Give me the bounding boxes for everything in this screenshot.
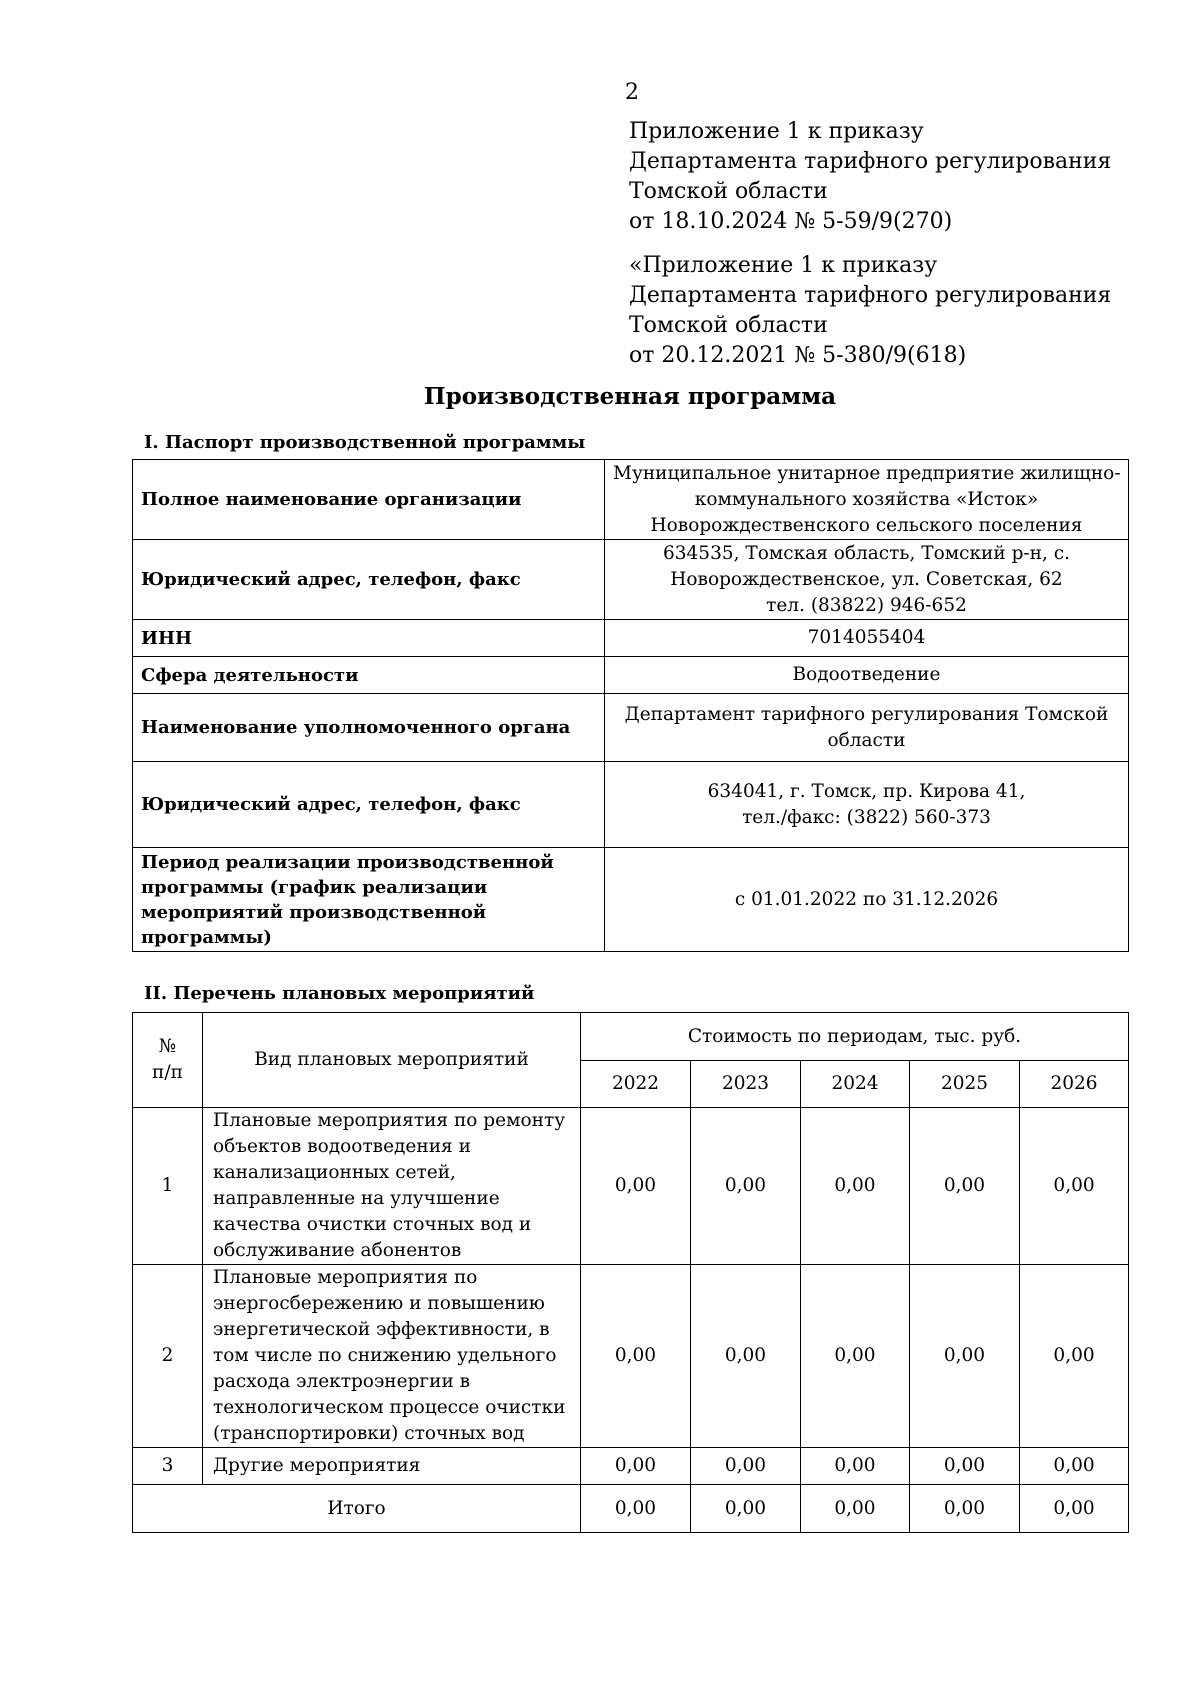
total-value: 0,00 [910, 1485, 1020, 1533]
year-header: 2026 [1020, 1061, 1129, 1108]
row-value: 0,00 [691, 1448, 801, 1485]
year-header: 2025 [910, 1061, 1020, 1108]
total-value: 0,00 [691, 1485, 801, 1533]
passport-label: Полное наименование организации [133, 460, 605, 540]
row-name: Другие мероприятия [203, 1448, 581, 1485]
passport-label: Сфера деятельности [133, 657, 605, 694]
row-value: 0,00 [581, 1265, 691, 1448]
year-header: 2023 [691, 1061, 801, 1108]
document-title: Производственная программа [423, 383, 837, 410]
passport-label: Юридический адрес, телефон, факс [133, 762, 605, 848]
row-value: 0,00 [801, 1265, 910, 1448]
total-value: 0,00 [581, 1485, 691, 1533]
section1-heading: I. Паспорт производственной программы [144, 432, 586, 453]
total-value: 0,00 [801, 1485, 910, 1533]
passport-value: Департамент тарифного регулирования Томской области [605, 694, 1129, 762]
row-value: 0,00 [1020, 1448, 1129, 1485]
passport-row [133, 540, 1129, 620]
appendix-line: от 20.12.2021 № 5-380/9(618) [629, 343, 967, 368]
plan-table [132, 1012, 1129, 1533]
plan-header-row [133, 1013, 1129, 1061]
row-value: 0,00 [910, 1265, 1020, 1448]
row-value: 0,00 [691, 1265, 801, 1448]
passport-value: 634041, г. Томск, пр. Кирова 41, тел./факс: (3822) 560-373 [605, 762, 1129, 848]
row-num: 2 [133, 1265, 203, 1448]
row-value: 0,00 [1020, 1265, 1129, 1448]
row-value: 0,00 [910, 1448, 1020, 1485]
table-row [133, 1108, 1129, 1265]
total-label: Итого [133, 1485, 581, 1533]
appendix-line: от 18.10.2024 № 5-59/9(270) [629, 209, 953, 234]
passport-label: Период реализации производственной программы (график реализации мероприятий производственной программы) [133, 848, 605, 952]
passport-label: ИНН [133, 620, 605, 657]
row-value: 0,00 [910, 1108, 1020, 1265]
passport-value: Водоотведение [605, 657, 1129, 694]
row-name: Плановые мероприятия по ремонту объектов водоотведения и канализационных сетей, направленные на улучшение качества очистки сточных вод и обслуживание абонентов [203, 1108, 581, 1265]
num-header: № п/п [133, 1013, 203, 1108]
cost-header: Стоимость по периодам, тыс. руб. [581, 1013, 1129, 1061]
kind-header: Вид плановых мероприятий [203, 1013, 581, 1108]
passport-value: 634535, Томская область, Томский р-н, с. Новорождественское, ул. Советская, 62 тел. (83822) 946-652 [605, 540, 1129, 620]
row-value: 0,00 [801, 1448, 910, 1485]
appendix-previous [629, 251, 1111, 371]
passport-row [133, 694, 1129, 762]
section2-heading: II. Перечень плановых мероприятий [144, 983, 535, 1004]
passport-row [133, 620, 1129, 657]
table-row [133, 1448, 1129, 1485]
row-name: Плановые мероприятия по энергосбережению и повышению энергетической эффективности, в том числе по снижению удельного расхода электроэнергии в технологическом процессе очистки (транспортировки) сточных вод [203, 1265, 581, 1448]
page-number: 2 [625, 80, 639, 105]
total-value: 0,00 [1020, 1485, 1129, 1533]
year-header: 2024 [801, 1061, 910, 1108]
appendix-line: Томской области [629, 313, 828, 338]
passport-value: 7014055404 [605, 620, 1129, 657]
appendix-line: Департамента тарифного регулирования [629, 149, 1112, 174]
row-value: 0,00 [581, 1108, 691, 1265]
row-num: 1 [133, 1108, 203, 1265]
appendix-line: Томской области [629, 179, 828, 204]
appendix-line: «Приложение 1 к приказу [629, 253, 938, 278]
passport-row [133, 762, 1129, 848]
appendix-line: Департамента тарифного регулирования [629, 283, 1112, 308]
appendix-current [629, 117, 1111, 237]
row-value: 0,00 [581, 1448, 691, 1485]
row-value: 0,00 [1020, 1108, 1129, 1265]
passport-value: Муниципальное унитарное предприятие жилищно- коммунального хозяйства «Исток» Новорождественского сельского поселения [605, 460, 1129, 540]
passport-label: Юридический адрес, телефон, факс [133, 540, 605, 620]
row-value: 0,00 [691, 1108, 801, 1265]
total-row [133, 1485, 1129, 1533]
appendix-line: Приложение 1 к приказу [629, 119, 924, 144]
table-row [133, 1265, 1129, 1448]
year-header: 2022 [581, 1061, 691, 1108]
passport-label: Наименование уполномоченного органа [133, 694, 605, 762]
passport-row [133, 460, 1129, 540]
row-num: 3 [133, 1448, 203, 1485]
row-value: 0,00 [801, 1108, 910, 1265]
passport-row [133, 848, 1129, 952]
passport-value: с 01.01.2022 по 31.12.2026 [605, 848, 1129, 952]
passport-table [132, 459, 1129, 952]
passport-row [133, 657, 1129, 694]
